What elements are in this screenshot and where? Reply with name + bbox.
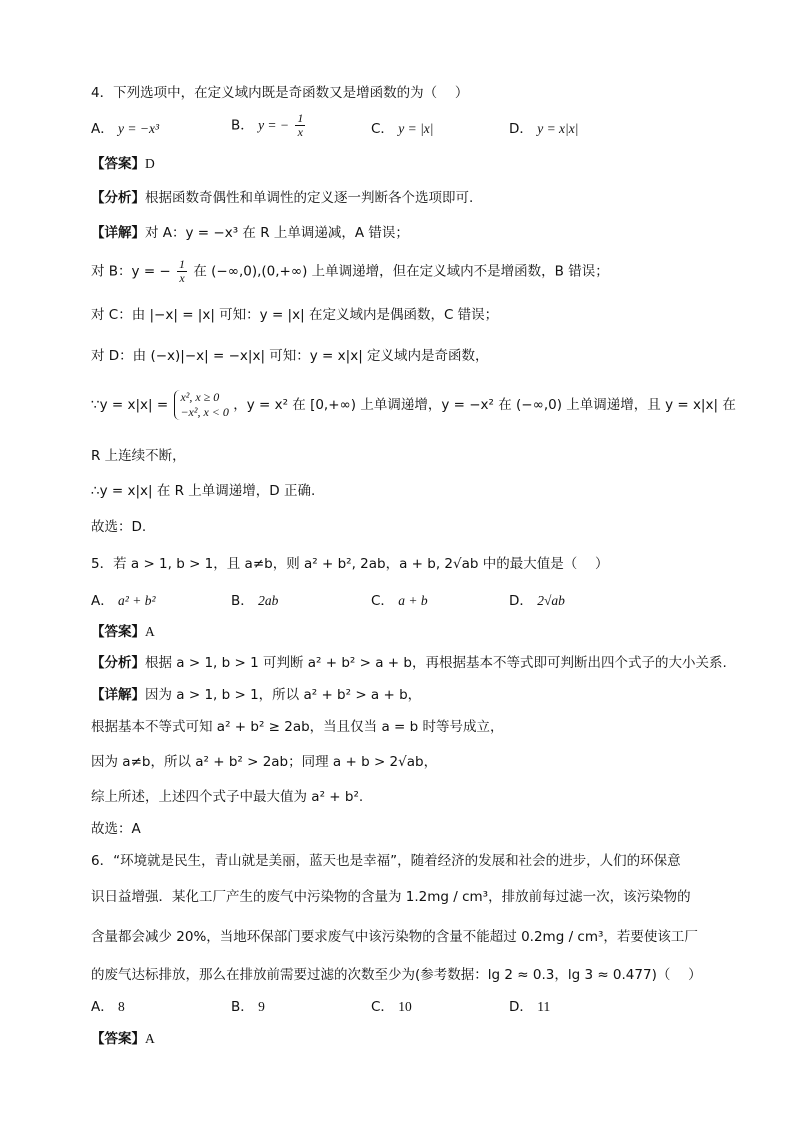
q5-detail-tag: 【详解】 [91, 687, 145, 703]
q5-stem: 5．若 a > 1, b > 1，且 a≠b，则 a² + b², 2ab，a + b, 2√ab 中的最大值是（ ） [91, 556, 609, 572]
q5-answer-value: A [145, 624, 155, 639]
q4-detail-b-fraction [177, 258, 187, 285]
q5-detail-2: 根据基本不等式可知 a² + b² ≥ 2ab，当且仅当 a = b 时等号成立， [91, 719, 504, 735]
q4-option-b [231, 112, 307, 139]
q5-detail-4: 综上所述，上述四个式子中最大值为 a² + b². [91, 789, 364, 805]
q4-detail-a [91, 224, 409, 242]
q5-analysis-tag: 【分析】 [91, 655, 145, 671]
q4-option-c-label: C． [371, 121, 394, 137]
q4-option-b-label: B． [231, 117, 254, 134]
q6-option-d-text: 11 [537, 999, 551, 1014]
q6-option-a [91, 998, 125, 1016]
q6-answer-tag: 【答案】 [91, 1031, 145, 1047]
q6-answer-value: A [145, 1031, 155, 1046]
q5-option-d-label: D． [509, 593, 533, 609]
q5-analysis-text: 根据 a > 1, b > 1 可判断 a² + b² > a + b，再根据基本不等式即可判断出四个式子的大小关系. [145, 655, 727, 671]
q6-option-d-label: D． [509, 999, 533, 1015]
q4-option-c [371, 120, 434, 138]
q6-option-b [231, 998, 265, 1016]
q6-option-b-text: 9 [258, 999, 265, 1014]
q4-piecewise-suffix: ，y = x² 在 [0,+∞) 上单调递增，y = −x² 在 (−∞,0) 上单调递增，且 y = x|x| 在 [233, 397, 736, 413]
q5-detail-3: 因为 a≠b，所以 a² + b² > 2ab；同理 a + b > 2√ab， [91, 754, 438, 770]
q4-piecewise-bottom: −x², x < 0 [180, 405, 229, 419]
q4-analysis-text: 根据函数奇偶性和单调性的定义逐一判断各个选项即可. [145, 190, 474, 206]
q4-option-a-label: A． [91, 121, 114, 137]
q5-option-d-text: 2√ab [537, 593, 565, 608]
q4-piecewise-line [91, 390, 736, 420]
q4-detail-d: 对 D：由 (−x)|−x| = −x|x| 可知：y = x|x| 定义域内是奇函数， [91, 348, 489, 364]
q6-stem-line-2: 识日益增强．某化工厂产生的废气中污染物的含量为 1.2mg / cm³，排放前每过滤一次，该污染物的 [91, 889, 691, 905]
q5-answer-tag: 【答案】 [91, 624, 145, 640]
q6-stem-line-3: 含量都会减少 20%，当地环保部门要求废气中该污染物的含量不能超过 0.2mg / cm³，若要使该工厂 [91, 929, 698, 945]
q4-continuous: R 上连续不断， [91, 448, 186, 464]
q4-piecewise-prefix: ∵y = x|x| = [91, 397, 169, 413]
q4-therefore: ∴y = x|x| 在 R 上单调递增，D 正确. [91, 483, 316, 499]
q4-detail-a-text: 对 A：y = −x³ 在 R 上单调递减，A 错误； [145, 225, 409, 241]
q4-option-b-prefix: y = − [258, 117, 290, 133]
q5-option-a-text: a² + b² [118, 593, 156, 608]
q4-detail-b-denominator: x [179, 271, 185, 285]
q5-detail-1 [91, 686, 421, 704]
q4-answer-tag: 【答案】 [91, 156, 145, 172]
q4-piecewise-brace [174, 390, 228, 420]
q5-answer [91, 623, 155, 641]
q4-option-b-denominator: x [297, 125, 303, 139]
q4-analysis-tag: 【分析】 [91, 190, 145, 206]
q6-option-a-text: 8 [118, 999, 125, 1014]
q4-detail-c: 对 C：由 |−x| = |x| 可知：y = |x| 在定义域内是偶函数，C 错误； [91, 307, 499, 323]
q6-stem-line-4: 的废气达标排放，那么在排放前需要过滤的次数至少为(参考数据：lg 2 ≈ 0.3，lg 3 ≈ 0.477)（ ） [91, 967, 702, 983]
q6-option-a-label: A． [91, 999, 114, 1015]
q4-detail-b-suffix: 在 (−∞,0),(0,+∞) 上单调递增，但在定义域内不是增函数，B 错误； [193, 263, 609, 280]
q5-option-d [509, 592, 565, 610]
q5-option-b [231, 592, 278, 610]
q4-option-a [91, 120, 159, 138]
q5-option-b-label: B． [231, 593, 254, 609]
q4-answer [91, 155, 155, 173]
q6-answer [91, 1030, 155, 1048]
q5-option-a-label: A． [91, 593, 114, 609]
q5-detail-1-text: 因为 a > 1, b > 1，所以 a² + b² > a + b， [145, 687, 422, 703]
q4-option-c-text: y = |x| [398, 121, 434, 136]
q4-stem: 4．下列选项中，在定义域内既是奇函数又是增函数的为（ ） [91, 85, 469, 101]
q6-option-c [371, 998, 412, 1016]
q4-detail-b [91, 258, 609, 285]
q4-option-a-text: y = −x³ [118, 121, 160, 136]
q6-option-d [509, 998, 550, 1016]
q6-option-c-label: C． [371, 999, 394, 1015]
q5-final: 故选：A [91, 821, 141, 837]
q4-option-b-fraction [295, 112, 305, 139]
q4-piecewise-top: x², x ≥ 0 [180, 390, 220, 404]
q5-option-b-text: 2ab [258, 593, 279, 608]
q4-final: 故选：D. [91, 519, 147, 535]
q5-option-c-text: a + b [398, 593, 428, 608]
q5-option-a [91, 592, 156, 610]
q6-stem-line-1: 6．“环境就是民生，青山就是美丽，蓝天也是幸福”，随着经济的发展和社会的进步，人们的环保意 [91, 853, 681, 869]
q4-option-d-text: y = x|x| [537, 121, 579, 136]
q4-analysis [91, 189, 473, 207]
q4-detail-b-numerator: 1 [179, 257, 186, 271]
q6-option-c-text: 10 [398, 999, 412, 1014]
q4-detail-b-prefix: 对 B：y = − [91, 263, 171, 280]
q4-option-b-numerator: 1 [297, 111, 304, 125]
q4-detail-tag: 【详解】 [91, 225, 145, 241]
q4-option-d-label: D． [509, 121, 533, 137]
q4-answer-value: D [145, 156, 155, 171]
q5-option-c-label: C． [371, 593, 394, 609]
q4-option-d [509, 120, 578, 138]
q5-option-c [371, 592, 428, 610]
q5-analysis [91, 654, 727, 672]
q6-option-b-label: B． [231, 999, 254, 1015]
